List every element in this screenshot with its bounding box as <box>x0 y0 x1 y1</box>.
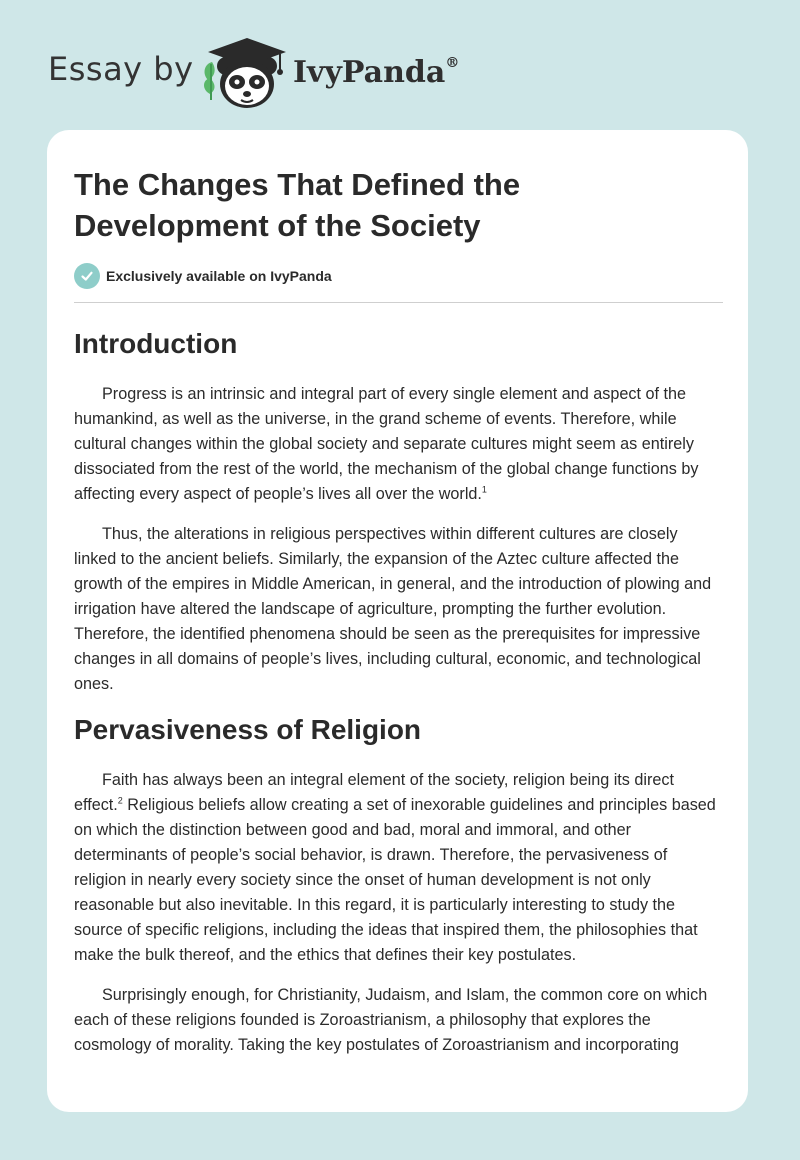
paragraph-text: Faith has always been an integral element of the society, religion being its direct effect. <box>74 771 674 814</box>
exclusive-badge-label: Exclusively available on IvyPanda <box>106 268 332 284</box>
site-header <box>0 0 800 130</box>
article-card <box>47 130 748 1112</box>
divider <box>74 302 723 303</box>
page-title: The Changes That Defined the Development of the Society <box>74 167 521 243</box>
paragraph <box>74 768 723 968</box>
registered-mark: ® <box>445 55 460 71</box>
ivypanda-logo-icon[interactable] <box>198 34 290 110</box>
brand-name[interactable] <box>293 55 459 90</box>
footnote-ref[interactable]: 1 <box>481 484 487 495</box>
paragraph: Surprisingly enough, for Christianity, Judaism, and Islam, the common core on which each of these religions founded is Zoroastrianism, a philosophy that explores the cosmology of morality. Taking the key postulates of Zoroastrianism and incorporating <box>74 986 708 1054</box>
exclusive-badge <box>74 263 332 289</box>
paragraph <box>74 382 723 507</box>
essay-by-text: Essay by <box>48 50 194 88</box>
brand-text: IvyPanda <box>293 55 446 90</box>
article-body <box>74 326 723 1073</box>
paragraph: Thus, the alterations in religious perspectives within different cultures are closely linked to the ancient beliefs. Similarly, the expansion of the Aztec culture affected the growth of the empires in Middle American, in general, and the introduction of plowing and irrigation have altered the landscape of agriculture, prompting the further evolution. Therefore, the identified phenomena should be seen as the prerequisites for impressive changes in all domains of people’s lives, including cultural, economic, and technological ones. <box>74 525 712 693</box>
section-heading-religion: Pervasiveness of Religion <box>74 714 422 745</box>
section-heading-introduction: Introduction <box>74 328 238 359</box>
footnote-ref[interactable]: 2 <box>117 795 123 806</box>
check-icon <box>74 263 100 289</box>
paragraph-text: Progress is an intrinsic and integral part of every single element and aspect of the humankind, as well as the universe, in the grand scheme of events. Therefore, while cultural changes within the global society and separate cultures might seem as entirely dissociated from the rest of the world, the mechanism of the global change functions by affecting every aspect of people’s lives all over the world. <box>74 385 699 503</box>
paragraph-text: Religious beliefs allow creating a set of inexorable guidelines and principles based on which the distinction between good and bad, moral and immoral, and other determinants of people’s social behavior, is drawn. Therefore, the pervasiveness of religion in nearly every society since the onset of human development is not only reasonable but also inevitable. In this regard, it is particularly interesting to study the source of specific religions, including the ideas that inspired them, the philosophies that make the bulk thereof, and the ethics that defines their key postulates. <box>74 796 716 964</box>
